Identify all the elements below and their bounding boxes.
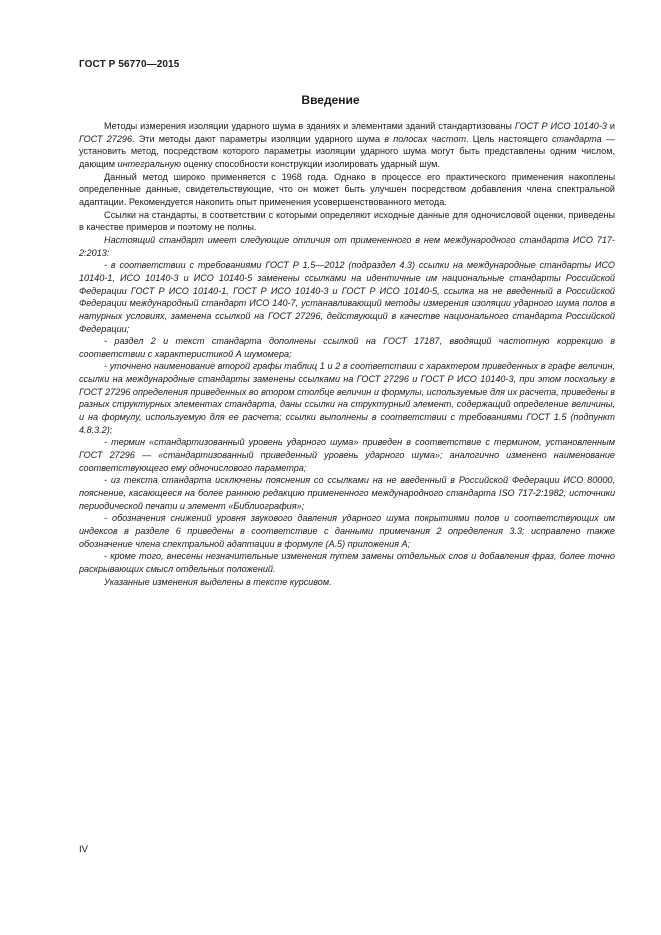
italic-text-run: - обозначения снижений уровня звукового давления ударного шума покрытиями полов и соответствующих им индексов в разделе 6 приведены в соответствие с данными примечания 2 определения 3.3; исправлено также обозначение члена спектральной адаптации в формуле (А.5) приложения А; bbox=[79, 513, 615, 549]
italic-text-run: интегральную bbox=[117, 158, 182, 169]
italic-text-run: в полосах частот bbox=[384, 133, 467, 144]
italic-text-run: - раздел 2 и текст стандарта дополнены ссылкой на ГОСТ 17187, вводящий частотную коррекцию в соответствии с характеристикой А шумомера; bbox=[79, 336, 615, 359]
paragraph bbox=[79, 259, 615, 335]
text-run: . Цель настоящего bbox=[466, 133, 552, 144]
italic-text-run: ГОСТ Р ИСО 10140-3 bbox=[514, 121, 607, 131]
italic-text-run: - кроме того, внесены незначительные изменения путем замены отдельных слов и добавления фраз, более точно раскрывающих смысл отдельных положений. bbox=[79, 551, 615, 574]
text-run: Методы измерения изоляции ударного шума в зданиях и элементами зданий стандартизованы bbox=[104, 121, 515, 131]
text-run: — установить метод, посредством которого параметры изоляции ударного шума могут быть представлены одним числом, дающим bbox=[79, 133, 616, 169]
italic-text-run: - в соответствии с требованиями ГОСТ Р 1.5—2012 (подраздел 4.3) ссылки на международные стандарты ИСО 10140-1, ИСО 10140-3 и ИСО 10140-5 заменены ссылками на идентичные им национальные стандарты Российской Федерации ГОСТ Р ИСО 10140-1, ГОСТ Р ИСО 10140-3 и ГОСТ Р ИСО 10140-5, ссылка на не введенный в Российской Федерации международный стандарт ИСО 140-7, устанавливающий методы измерения изоляции ударного шума полов в натурных условиях, заменена ссылкой на ГОСТ 27296, действующий в качестве национального стандарта Российской Федерации; bbox=[79, 260, 615, 334]
text-run: и bbox=[606, 121, 615, 131]
paragraph bbox=[79, 171, 615, 209]
paragraph bbox=[79, 360, 615, 436]
paragraph bbox=[79, 120, 615, 171]
text-run: Ссылки на стандарты, в соответствии с которыми определяют исходные данные для одночисловой оценки, приведены в качестве примеров и поэтому не полны. bbox=[79, 209, 615, 233]
text-run: оценку способности конструкции изолировать ударный шум. bbox=[181, 158, 440, 169]
italic-text-run: Указанные изменения выделены в тексте курсивом. bbox=[104, 576, 332, 587]
italic-text-run: Настоящий стандарт имеет следующие отличия от примененного в нем международного стандарта ИСО 717-2:2013: bbox=[79, 234, 615, 258]
paragraph bbox=[79, 234, 615, 259]
paragraph bbox=[79, 335, 615, 360]
italic-text-run: стандарта bbox=[551, 133, 602, 144]
section-title: Введение bbox=[301, 93, 360, 107]
paragraph bbox=[79, 512, 615, 550]
paragraph bbox=[79, 209, 615, 234]
text-run: Данный метод широко применяется с 1968 года. Однако в процессе его практического применения накоплены определенные данные, свидетельствующие, что он может быть улучшен посредством добавления члена спектральной адаптации. Рекомендуется накопить опыт применения усовершенствованного метода. bbox=[79, 171, 615, 207]
italic-text-run: ГОСТ 27296 bbox=[79, 133, 133, 144]
italic-text-run: - из текста стандарта исключены пояснения со ссылками на не введенный в Российской Федерации ИСО 80000, пояснение, касающееся на более раннюю редакцию примененного международного стандарта ISO 717-2:1982, источники периодической печати и элемент «Библиография»; bbox=[79, 475, 615, 511]
italic-text-run: - уточнено наименование второй графы таблиц 1 и 2 в соответствии с характером приведенных в графе величин, ссылки на международные стандарты заменены ссылками на ГОСТ 27296 и ГОСТ Р ИСО 10140-3, при этом поскольку в ГОСТ 27296 определения приведенных во втором столбце величин и формулы, используемые для их расчета, приведены в разных структурных элементах стандарта, даны ссылки на структурный элемент, содержащий определение величины, и на формулу, используемую для ее расчета; ссылки выполнены в соответствии с требованиями ГОСТ 1.5 (подпункт 4.8.3.2); bbox=[79, 361, 615, 435]
paragraph bbox=[79, 550, 615, 575]
section-body bbox=[79, 120, 615, 588]
text-run: . Эти методы дают параметры изоляции ударного шума bbox=[132, 133, 385, 144]
page-number: IV bbox=[79, 844, 88, 855]
paragraph bbox=[79, 436, 615, 474]
paragraph bbox=[79, 576, 615, 589]
italic-text-run: - термин «стандартизованный уровень ударного шума» приведен в соответствие с термином, установленным ГОСТ 27296 — «стандартизованный приведенный уровень ударного шума»; аналогично изменено наименование соответствующего ему одночислового параметра; bbox=[79, 437, 615, 473]
document-id: ГОСТ Р 56770—2015 bbox=[79, 59, 180, 70]
paragraph bbox=[79, 474, 615, 512]
